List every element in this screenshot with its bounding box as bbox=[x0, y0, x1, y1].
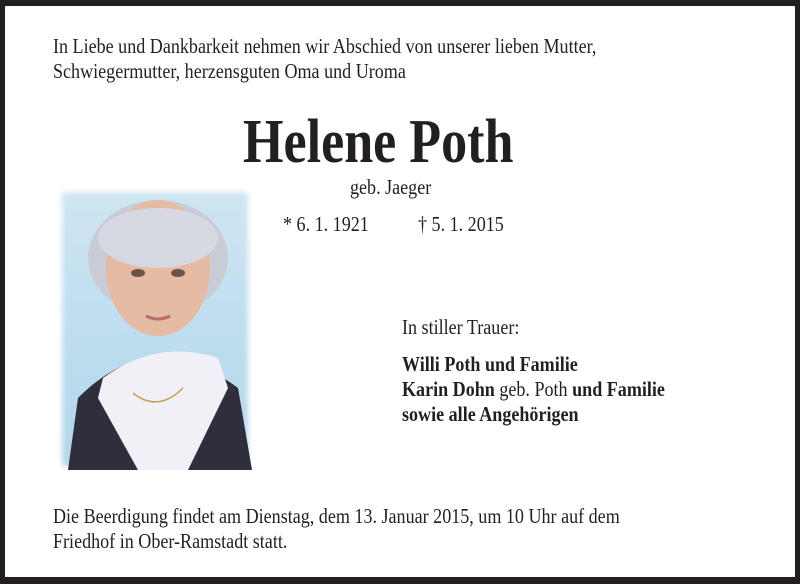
mourner-line-1: Willi Poth und Familie bbox=[402, 352, 578, 376]
death-date: † 5. 1. 2015 bbox=[418, 212, 504, 236]
intro-line-2: Schwiegermutter, herzensguten Oma und Uroma bbox=[53, 59, 406, 83]
mourner-name: Karin Dohn bbox=[402, 377, 495, 401]
mourning-heading: In stiller Trauer: bbox=[402, 315, 520, 339]
deceased-name: Helene Poth bbox=[243, 108, 514, 176]
intro-line-1: In Liebe und Dankbarkeit nehmen wir Abschied von unserer lieben Mutter, bbox=[53, 34, 597, 58]
funeral-line-2: Friedhof in Ober-Ramstadt statt. bbox=[53, 529, 288, 553]
mourner-line-3: sowie alle Angehörigen bbox=[402, 402, 579, 426]
maiden-name: geb. Jaeger bbox=[350, 175, 432, 199]
portrait-photo bbox=[58, 188, 252, 470]
mourner-maiden: geb. Poth bbox=[494, 377, 573, 401]
funeral-line-1: Die Beerdigung findet am Dienstag, dem 13. Januar 2015, um 10 Uhr auf dem bbox=[53, 504, 620, 528]
birth-date: * 6. 1. 1921 bbox=[283, 212, 369, 236]
mourner-line-2 bbox=[402, 377, 665, 401]
obituary-notice bbox=[5, 6, 795, 577]
mourner-family: und Familie bbox=[572, 377, 665, 401]
